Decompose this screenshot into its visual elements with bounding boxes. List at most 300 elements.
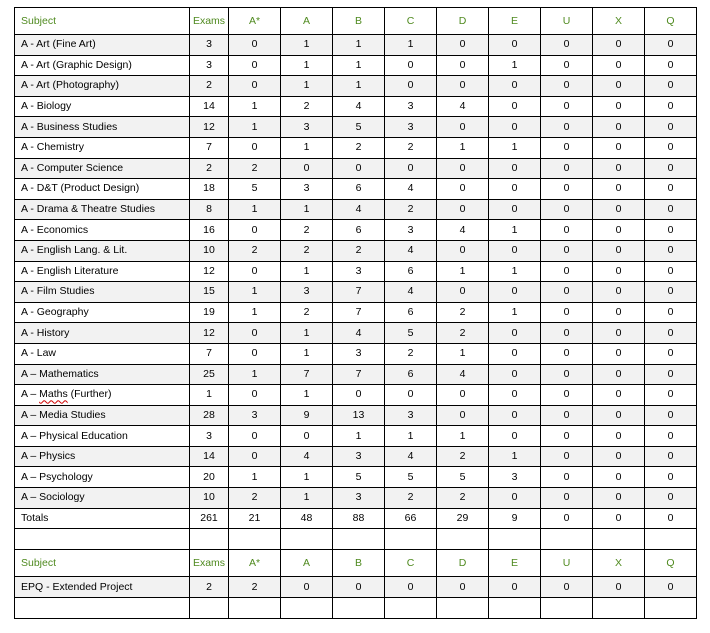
grade-count-cell: 0 (541, 261, 593, 282)
grade-count-cell: 2 (437, 323, 489, 344)
grade-count-cell: 0 (229, 220, 281, 241)
column-header: Exams (190, 8, 229, 35)
grade-count-cell: 0 (541, 76, 593, 97)
grade-count-cell: 3 (281, 179, 333, 200)
totals-value-cell: 9 (489, 508, 541, 529)
grade-count-cell: 0 (593, 96, 645, 117)
spacer-row-bottom (15, 597, 697, 618)
grade-count-cell: 0 (645, 240, 697, 261)
grade-count-cell: 0 (489, 426, 541, 447)
grade-count-cell: 0 (489, 282, 541, 303)
grade-count-cell: 0 (489, 364, 541, 385)
grade-count-cell: 0 (489, 179, 541, 200)
empty-cell (229, 529, 281, 550)
grade-count-cell: 0 (489, 240, 541, 261)
column-header: B (333, 8, 385, 35)
grade-count-cell: 1 (281, 467, 333, 488)
grade-count-cell: 0 (489, 158, 541, 179)
grade-count-cell: 0 (489, 323, 541, 344)
grade-count-cell: 4 (333, 96, 385, 117)
grade-count-cell: 0 (593, 282, 645, 303)
results-table-body (15, 8, 697, 619)
grade-count-cell: 0 (541, 199, 593, 220)
grade-count-cell: 4 (437, 364, 489, 385)
subject-cell: A – Physical Education (15, 426, 190, 447)
grade-count-cell: 0 (437, 158, 489, 179)
grade-count-cell: 0 (593, 261, 645, 282)
grade-count-cell: 0 (437, 179, 489, 200)
grade-count-cell: 4 (385, 240, 437, 261)
grade-count-cell: 0 (541, 240, 593, 261)
totals-value-cell: 0 (541, 508, 593, 529)
grade-count-cell: 0 (593, 220, 645, 241)
grade-count-cell: 0 (645, 577, 697, 598)
grade-count-cell: 0 (593, 137, 645, 158)
grade-count-cell: 0 (593, 302, 645, 323)
table-row (15, 179, 697, 200)
empty-cell (15, 597, 190, 618)
table-row (15, 55, 697, 76)
table-row (15, 323, 697, 344)
grade-count-cell: 1 (489, 137, 541, 158)
totals-value-cell: 29 (437, 508, 489, 529)
grade-count-cell: 0 (645, 117, 697, 138)
grade-count-cell: 0 (229, 446, 281, 467)
exams-cell: 25 (190, 364, 229, 385)
grade-count-cell: 2 (333, 240, 385, 261)
grade-count-cell: 7 (281, 364, 333, 385)
subject-cell: A - Computer Science (15, 158, 190, 179)
column-header: Subject (15, 550, 190, 577)
grade-count-cell: 0 (593, 488, 645, 509)
grade-count-cell: 0 (541, 488, 593, 509)
column-header: D (437, 8, 489, 35)
exams-cell: 12 (190, 117, 229, 138)
grade-count-cell: 6 (385, 261, 437, 282)
grade-count-cell: 0 (437, 199, 489, 220)
table-row (15, 199, 697, 220)
grade-count-cell: 0 (385, 577, 437, 598)
empty-cell (437, 597, 489, 618)
column-header: A* (229, 8, 281, 35)
subject-cell: A – Media Studies (15, 405, 190, 426)
grade-count-cell: 1 (281, 137, 333, 158)
grade-count-cell: 0 (437, 240, 489, 261)
grade-count-cell: 2 (229, 240, 281, 261)
table-row (15, 488, 697, 509)
grade-count-cell: 1 (229, 302, 281, 323)
grade-count-cell: 0 (593, 343, 645, 364)
totals-value-cell: 88 (333, 508, 385, 529)
grade-count-cell: 4 (437, 96, 489, 117)
grade-count-cell: 0 (645, 158, 697, 179)
subject-cell: A – Sociology (15, 488, 190, 509)
grade-count-cell: 7 (333, 282, 385, 303)
grade-count-cell: 0 (437, 577, 489, 598)
grade-count-cell: 0 (281, 577, 333, 598)
grade-count-cell: 0 (489, 35, 541, 56)
grade-count-cell: 5 (229, 179, 281, 200)
grade-count-cell: 0 (541, 158, 593, 179)
grade-count-cell: 5 (385, 323, 437, 344)
grade-count-cell: 0 (489, 96, 541, 117)
grade-count-cell: 1 (385, 35, 437, 56)
grade-count-cell: 0 (541, 35, 593, 56)
column-header: C (385, 550, 437, 577)
grade-count-cell: 2 (281, 302, 333, 323)
grade-count-cell: 0 (229, 55, 281, 76)
exams-cell: 28 (190, 405, 229, 426)
exams-cell: 8 (190, 199, 229, 220)
grade-count-cell: 3 (489, 467, 541, 488)
grade-count-cell: 0 (645, 55, 697, 76)
column-header: C (385, 8, 437, 35)
grade-count-cell: 0 (645, 96, 697, 117)
grade-count-cell: 1 (333, 55, 385, 76)
grade-count-cell: 3 (333, 343, 385, 364)
grade-count-cell: 1 (281, 261, 333, 282)
empty-cell (489, 597, 541, 618)
grade-count-cell: 1 (385, 426, 437, 447)
grade-count-cell: 0 (593, 446, 645, 467)
grade-count-cell: 0 (541, 179, 593, 200)
exams-cell: 19 (190, 302, 229, 323)
subject-cell: A - Film Studies (15, 282, 190, 303)
grade-count-cell: 0 (541, 302, 593, 323)
grade-count-cell: 2 (229, 577, 281, 598)
subject-cell: A - Art (Photography) (15, 76, 190, 97)
exams-cell: 1 (190, 385, 229, 406)
subject-prefix: A – (21, 388, 40, 401)
grade-count-cell: 0 (593, 426, 645, 447)
grade-count-cell: 0 (593, 158, 645, 179)
grade-count-cell: 0 (437, 385, 489, 406)
column-header: X (593, 8, 645, 35)
exams-cell: 14 (190, 446, 229, 467)
grade-count-cell: 1 (229, 282, 281, 303)
table-row (15, 76, 697, 97)
grade-count-cell: 0 (229, 137, 281, 158)
column-header: U (541, 550, 593, 577)
grade-count-cell: 13 (333, 405, 385, 426)
subject-cell: A – Psychology (15, 467, 190, 488)
empty-cell (190, 597, 229, 618)
grade-count-cell: 0 (645, 302, 697, 323)
subject-cell: A - Art (Fine Art) (15, 35, 190, 56)
grade-count-cell: 0 (489, 199, 541, 220)
column-header: A* (229, 550, 281, 577)
grade-count-cell: 0 (385, 385, 437, 406)
grade-count-cell: 3 (385, 96, 437, 117)
grade-count-cell: 5 (437, 467, 489, 488)
grade-count-cell: 0 (645, 426, 697, 447)
grade-count-cell: 2 (385, 199, 437, 220)
column-header: Subject (15, 8, 190, 35)
exams-cell: 10 (190, 488, 229, 509)
grade-count-cell: 0 (541, 385, 593, 406)
grade-count-cell: 0 (437, 117, 489, 138)
grade-count-cell: 0 (593, 364, 645, 385)
spelling-flagged-word: Maths (39, 388, 68, 401)
subject-cell: A – Physics (15, 446, 190, 467)
grade-count-cell: 0 (645, 261, 697, 282)
grade-count-cell: 0 (281, 426, 333, 447)
grade-count-cell: 1 (437, 426, 489, 447)
grade-count-cell: 6 (333, 179, 385, 200)
table-row (15, 240, 697, 261)
grade-count-cell: 0 (593, 76, 645, 97)
grade-count-cell: 2 (385, 343, 437, 364)
empty-cell (593, 529, 645, 550)
grade-count-cell: 0 (489, 385, 541, 406)
grade-count-cell: 0 (593, 199, 645, 220)
grade-count-cell: 1 (229, 467, 281, 488)
grade-count-cell: 2 (333, 137, 385, 158)
grade-count-cell: 0 (645, 220, 697, 241)
grade-count-cell: 4 (281, 446, 333, 467)
column-header: E (489, 8, 541, 35)
spacer-row (15, 529, 697, 550)
grade-count-cell: 0 (541, 467, 593, 488)
grade-count-cell: 1 (281, 343, 333, 364)
grade-count-cell: 0 (541, 220, 593, 241)
grade-count-cell: 4 (437, 220, 489, 241)
grade-count-cell: 0 (385, 158, 437, 179)
grade-count-cell: 1 (281, 35, 333, 56)
exams-cell: 3 (190, 35, 229, 56)
grade-count-cell: 0 (593, 55, 645, 76)
grade-count-cell: 0 (437, 282, 489, 303)
grade-count-cell: 0 (645, 323, 697, 344)
empty-cell (437, 529, 489, 550)
subject-cell: A - Geography (15, 302, 190, 323)
grade-count-cell: 1 (281, 323, 333, 344)
table-row (15, 137, 697, 158)
table-row (15, 96, 697, 117)
subject-suffix: (Further) (67, 388, 112, 401)
grade-count-cell: 0 (645, 137, 697, 158)
exams-cell: 7 (190, 343, 229, 364)
grade-count-cell: 0 (437, 76, 489, 97)
grade-count-cell: 0 (333, 158, 385, 179)
table-row (15, 282, 697, 303)
totals-value-cell: 0 (593, 508, 645, 529)
grade-count-cell: 1 (281, 55, 333, 76)
grade-count-cell: 0 (645, 467, 697, 488)
grade-count-cell: 0 (541, 405, 593, 426)
exams-cell: 18 (190, 179, 229, 200)
column-header: Q (645, 550, 697, 577)
subject-cell: EPQ - Extended Project (15, 577, 190, 598)
grade-count-cell: 0 (541, 117, 593, 138)
grade-count-cell: 0 (229, 76, 281, 97)
grade-count-cell: 0 (645, 76, 697, 97)
grade-count-cell: 1 (489, 261, 541, 282)
empty-cell (541, 529, 593, 550)
grade-count-cell: 1 (437, 261, 489, 282)
grade-count-cell: 0 (593, 405, 645, 426)
grade-count-cell: 5 (333, 117, 385, 138)
column-header: A (281, 8, 333, 35)
table-row (15, 405, 697, 426)
grade-count-cell: 0 (333, 385, 385, 406)
exams-cell: 20 (190, 467, 229, 488)
grade-count-cell: 4 (333, 199, 385, 220)
grade-count-cell: 4 (333, 323, 385, 344)
empty-cell (15, 529, 190, 550)
column-header: U (541, 8, 593, 35)
grade-count-cell: 0 (541, 282, 593, 303)
grade-count-cell: 0 (593, 179, 645, 200)
grade-count-cell: 1 (437, 137, 489, 158)
table-row (15, 302, 697, 323)
grade-count-cell: 0 (437, 405, 489, 426)
grade-count-cell: 1 (489, 55, 541, 76)
grade-count-cell: 1 (281, 76, 333, 97)
totals-row (15, 508, 697, 529)
subject-cell: A - Biology (15, 96, 190, 117)
results-table (14, 7, 697, 619)
grade-count-cell: 4 (385, 446, 437, 467)
grade-count-cell: 3 (281, 282, 333, 303)
grade-count-cell: 0 (541, 343, 593, 364)
epq-header-row (15, 550, 697, 577)
grade-count-cell: 0 (229, 323, 281, 344)
grade-count-cell: 2 (437, 446, 489, 467)
grade-count-cell: 0 (645, 364, 697, 385)
grade-count-cell: 6 (385, 302, 437, 323)
grade-count-cell: 1 (229, 117, 281, 138)
grade-count-cell: 2 (385, 137, 437, 158)
grade-count-cell: 0 (229, 385, 281, 406)
grade-count-cell: 2 (281, 240, 333, 261)
grade-count-cell: 0 (229, 261, 281, 282)
grade-count-cell: 0 (541, 364, 593, 385)
empty-cell (645, 597, 697, 618)
grade-count-cell: 0 (541, 577, 593, 598)
column-header: Q (645, 8, 697, 35)
grade-count-cell: 2 (437, 488, 489, 509)
table-row (15, 446, 697, 467)
grade-count-cell: 1 (489, 220, 541, 241)
grade-count-cell: 3 (333, 488, 385, 509)
table-row (15, 35, 697, 56)
grade-count-cell: 0 (229, 35, 281, 56)
empty-cell (489, 529, 541, 550)
subject-cell: A - Art (Graphic Design) (15, 55, 190, 76)
grade-count-cell: 0 (541, 96, 593, 117)
column-header: D (437, 550, 489, 577)
grade-count-cell: 0 (593, 385, 645, 406)
grade-count-cell: 1 (281, 385, 333, 406)
column-header: A (281, 550, 333, 577)
grade-count-cell: 0 (645, 179, 697, 200)
exams-cell: 7 (190, 137, 229, 158)
grade-count-cell: 0 (437, 35, 489, 56)
grade-count-cell: 0 (645, 446, 697, 467)
grade-count-cell: 0 (593, 117, 645, 138)
subject-cell: A - English Literature (15, 261, 190, 282)
grade-count-cell: 0 (541, 446, 593, 467)
grade-count-cell: 6 (333, 220, 385, 241)
grade-count-cell: 0 (645, 385, 697, 406)
grade-count-cell: 3 (333, 446, 385, 467)
grade-count-cell: 1 (333, 426, 385, 447)
grade-count-cell: 4 (385, 282, 437, 303)
subject-cell: A - Drama & Theatre Studies (15, 199, 190, 220)
exams-cell: 16 (190, 220, 229, 241)
a_level-header-row (15, 8, 697, 35)
grade-count-cell: 1 (489, 302, 541, 323)
grade-count-cell: 1 (229, 364, 281, 385)
table-row (15, 364, 697, 385)
grade-count-cell: 0 (437, 55, 489, 76)
grade-count-cell: 0 (541, 137, 593, 158)
grade-count-cell: 3 (385, 220, 437, 241)
grade-count-cell: 0 (645, 343, 697, 364)
table-row (15, 385, 697, 406)
table-row (15, 117, 697, 138)
grade-count-cell: 2 (229, 488, 281, 509)
exams-cell: 2 (190, 577, 229, 598)
totals-value-cell: 66 (385, 508, 437, 529)
totals-value-cell: 0 (645, 508, 697, 529)
grade-count-cell: 0 (489, 577, 541, 598)
grade-count-cell: 0 (645, 405, 697, 426)
totals-label: Totals (15, 508, 190, 529)
grade-count-cell: 2 (437, 302, 489, 323)
empty-cell (385, 597, 437, 618)
column-header: Exams (190, 550, 229, 577)
grade-count-cell: 0 (489, 405, 541, 426)
grade-count-cell: 1 (333, 35, 385, 56)
grade-count-cell: 7 (333, 302, 385, 323)
grade-count-cell: 0 (645, 199, 697, 220)
empty-cell (645, 529, 697, 550)
grade-count-cell: 0 (541, 323, 593, 344)
grade-count-cell: 2 (281, 96, 333, 117)
grade-count-cell: 0 (645, 488, 697, 509)
table-row (15, 467, 697, 488)
grade-count-cell: 0 (541, 55, 593, 76)
subject-cell: A - Business Studies (15, 117, 190, 138)
exams-cell: 2 (190, 76, 229, 97)
totals-value-cell: 21 (229, 508, 281, 529)
empty-cell (281, 529, 333, 550)
grade-count-cell: 1 (229, 96, 281, 117)
grade-count-cell: 1 (281, 199, 333, 220)
grade-count-cell: 2 (229, 158, 281, 179)
grade-count-cell: 3 (333, 261, 385, 282)
exams-cell: 12 (190, 323, 229, 344)
grade-count-cell: 1 (489, 446, 541, 467)
grade-count-cell: 0 (489, 343, 541, 364)
grade-count-cell: 6 (385, 364, 437, 385)
totals-value-cell: 48 (281, 508, 333, 529)
exams-cell: 15 (190, 282, 229, 303)
grade-count-cell: 4 (385, 179, 437, 200)
grade-count-cell: 0 (645, 282, 697, 303)
table-row (15, 577, 697, 598)
grade-count-cell: 3 (385, 405, 437, 426)
grade-count-cell: 1 (229, 199, 281, 220)
grade-count-cell: 2 (385, 488, 437, 509)
exams-cell: 3 (190, 55, 229, 76)
exams-cell: 3 (190, 426, 229, 447)
totals-value-cell: 261 (190, 508, 229, 529)
empty-cell (229, 597, 281, 618)
grade-count-cell: 0 (489, 488, 541, 509)
